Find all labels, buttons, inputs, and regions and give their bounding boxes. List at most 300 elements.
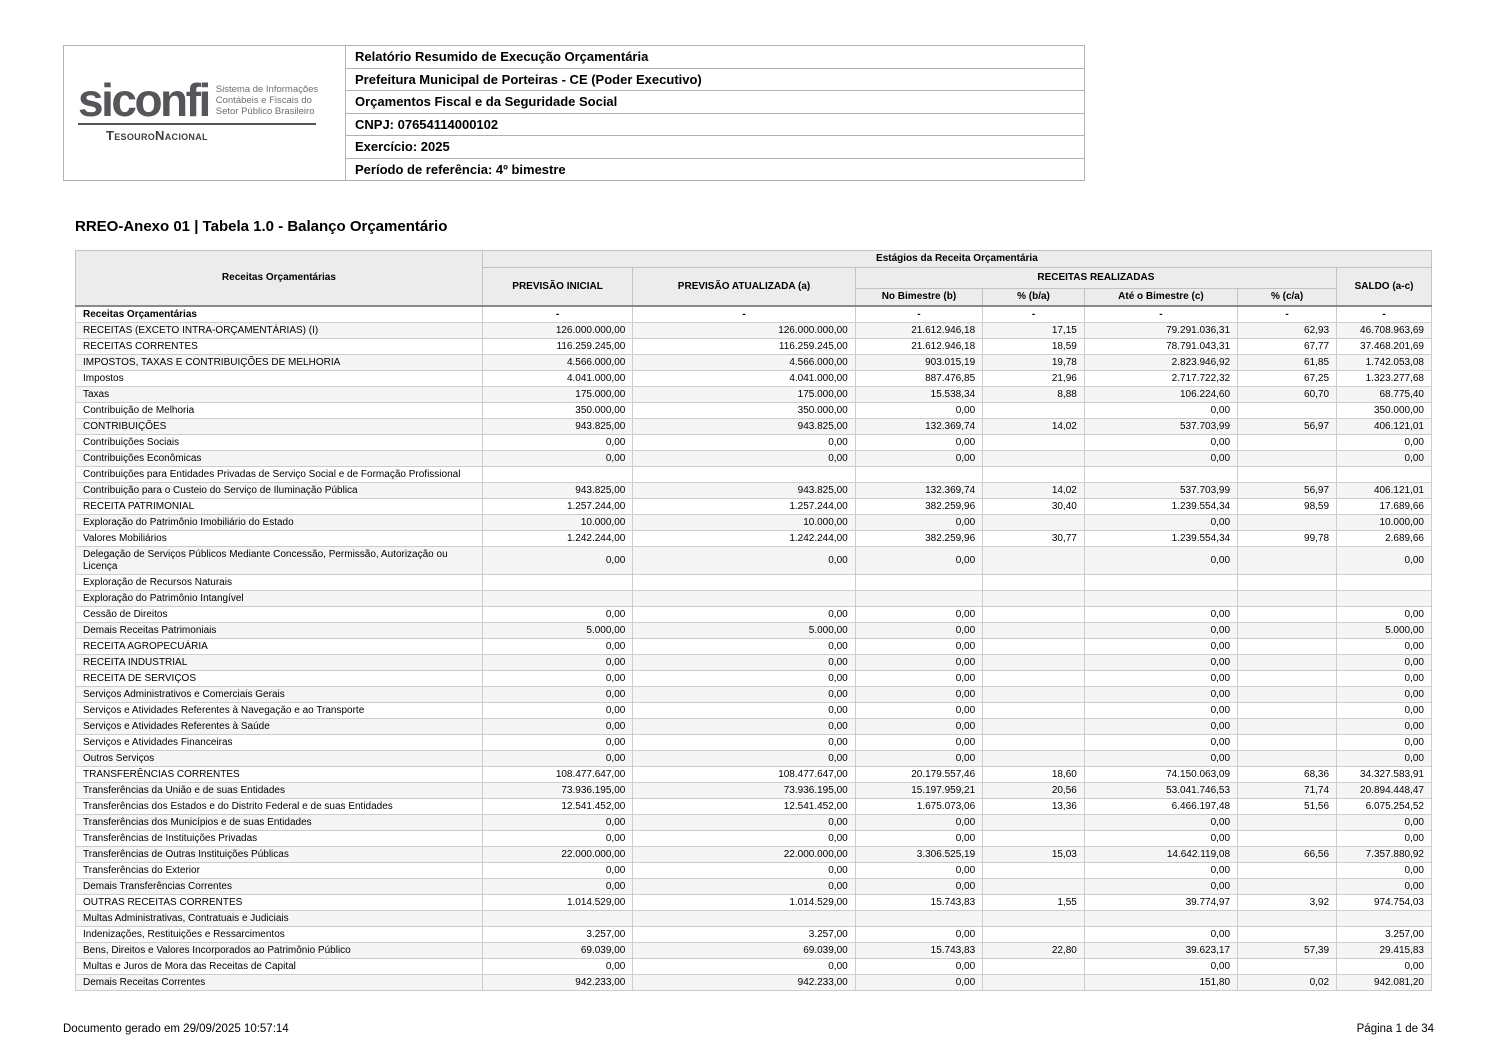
page-footer [63,1023,1434,1035]
value-cell: 0,00 [855,639,982,655]
value-cell [983,879,1085,895]
value-cell: 51,56 [1238,799,1337,815]
col-header-saldo: SALDO (a-c) [1337,268,1432,307]
value-cell: 3.257,00 [1337,927,1432,943]
value-cell: 68.775,40 [1337,387,1432,403]
value-cell: 0,00 [855,719,982,735]
value-cell: 67,77 [1238,339,1337,355]
value-cell: 0,00 [855,451,982,467]
value-cell [1084,467,1237,483]
value-cell: 0,00 [855,547,982,575]
siconfi-wordmark: siconfi [78,73,209,126]
tagline-line-1: Sistema de Informações [215,83,319,95]
row-label: Demais Transferências Correntes [76,879,483,895]
report-info [346,46,1084,180]
value-cell: 73.936.195,00 [482,783,633,799]
value-cell: 175.000,00 [633,387,855,403]
value-cell: 4.041.000,00 [633,371,855,387]
row-label: RECEITA AGROPECUÁRIA [76,639,483,655]
tagline-line-3: Setor Público Brasileiro [215,106,315,118]
value-cell: 537.703,99 [1084,483,1237,499]
table-row [76,719,1432,735]
value-cell: 126.000.000,00 [482,323,633,339]
value-cell: 2.689,66 [1337,531,1432,547]
value-cell: 0,00 [1337,863,1432,879]
table-row [76,767,1432,783]
value-cell: 74.150.063,09 [1084,767,1237,783]
value-cell: 406.121,01 [1337,419,1432,435]
value-cell: 0,00 [1337,959,1432,975]
value-cell: 71,74 [1238,783,1337,799]
value-cell: 46.708.963,69 [1337,323,1432,339]
value-cell [1238,927,1337,943]
value-cell: 56,97 [1238,419,1337,435]
value-cell: 3.306.525,19 [855,847,982,863]
value-cell [633,591,855,607]
col-header-pct-ba: % (b/a) [983,289,1085,307]
table-row [76,403,1432,419]
value-cell [1084,911,1237,927]
value-cell [983,927,1085,943]
value-cell: 21,96 [983,371,1085,387]
row-label: RECEITA INDUSTRIAL [76,655,483,671]
value-cell: 0,00 [482,607,633,623]
value-cell: 0,00 [855,927,982,943]
value-cell: 0,00 [1084,515,1237,531]
value-cell: 0,00 [633,719,855,735]
value-cell: 0,00 [633,671,855,687]
value-cell: 350.000,00 [1337,403,1432,419]
value-cell: 14,02 [983,483,1085,499]
value-cell: 0,00 [633,863,855,879]
table-row [76,607,1432,623]
value-cell: 0,00 [482,451,633,467]
row-label: Valores Mobiliários [76,531,483,547]
value-cell: 0,00 [1084,671,1237,687]
col-header-receitas-orcamentarias: Receitas Orçamentárias [76,251,483,307]
row-label: IMPOSTOS, TAXAS E CONTRIBUIÇÕES DE MELHORIA [76,355,483,371]
value-cell: 0,00 [855,671,982,687]
value-cell [482,911,633,927]
value-cell: 4.041.000,00 [482,371,633,387]
value-cell: 0,00 [855,751,982,767]
value-cell: 350.000,00 [482,403,633,419]
value-cell: 17,15 [983,323,1085,339]
value-cell [482,575,633,591]
value-cell: 0,00 [633,751,855,767]
value-cell [1238,607,1337,623]
value-cell: 6.466.197,48 [1084,799,1237,815]
value-cell: 942.081,20 [1337,975,1432,991]
value-cell: 39.623,17 [1084,943,1237,959]
value-cell: 943.825,00 [633,419,855,435]
value-cell [983,719,1085,735]
table-row [76,863,1432,879]
value-cell: 22.000.000,00 [633,847,855,863]
row-label: Serviços e Atividades Referentes à Navegação e ao Transporte [76,703,483,719]
row-label: OUTRAS RECEITAS CORRENTES [76,895,483,911]
table-row [76,943,1432,959]
value-cell: 0,00 [482,831,633,847]
value-cell [983,959,1085,975]
value-cell: 0,00 [855,515,982,531]
table-row [76,371,1432,387]
row-label: TRANSFERÊNCIAS CORRENTES [76,767,483,783]
value-cell: 132.369,74 [855,483,982,499]
report-header [63,45,1085,181]
value-cell: 15,03 [983,847,1085,863]
value-cell: 0,00 [482,655,633,671]
value-cell: 0,00 [482,703,633,719]
value-cell: 943.825,00 [633,483,855,499]
value-cell: 37.468.201,69 [1337,339,1432,355]
value-cell: 0,00 [1084,815,1237,831]
value-cell [983,815,1085,831]
value-cell [1238,591,1337,607]
table-row [76,387,1432,403]
value-cell: 942.233,00 [482,975,633,991]
value-cell: 0,00 [633,451,855,467]
value-cell [633,467,855,483]
value-cell: 2.717.722,32 [1084,371,1237,387]
value-cell: 0,00 [855,655,982,671]
value-cell: 15.538,34 [855,387,982,403]
row-label: Multas Administrativas, Contratuais e Judiciais [76,911,483,927]
value-cell [1238,831,1337,847]
value-cell [855,467,982,483]
value-cell: 0,00 [1084,639,1237,655]
value-cell: 1,55 [983,895,1085,911]
value-cell: 0,00 [1084,687,1237,703]
row-label: RECEITA DE SERVIÇOS [76,671,483,687]
value-cell: 108.477.647,00 [482,767,633,783]
table-row [76,735,1432,751]
value-cell: 0,00 [482,735,633,751]
value-cell: 0,00 [1084,607,1237,623]
value-cell: 17.689,66 [1337,499,1432,515]
value-cell: 3,92 [1238,895,1337,911]
value-cell: 56,97 [1238,483,1337,499]
table-row [76,499,1432,515]
row-label: Receitas Orçamentárias [76,306,483,323]
value-cell: 0,00 [1084,751,1237,767]
table-row [76,783,1432,799]
value-cell [983,671,1085,687]
value-cell: 1.239.554,34 [1084,499,1237,515]
value-cell: 0,00 [1084,959,1237,975]
value-cell: 0,00 [482,879,633,895]
table-row [76,975,1432,991]
row-label: Exploração de Recursos Naturais [76,575,483,591]
value-cell: 21.612.946,18 [855,323,982,339]
value-cell: 60,70 [1238,387,1337,403]
value-cell: 0,00 [855,435,982,451]
row-label: Demais Receitas Patrimoniais [76,623,483,639]
value-cell: 0,00 [633,815,855,831]
value-cell: 0,00 [633,703,855,719]
value-cell: 942.233,00 [633,975,855,991]
value-cell: - [633,306,855,323]
value-cell: 537.703,99 [1084,419,1237,435]
table-row [76,655,1432,671]
value-cell: 0,00 [855,815,982,831]
row-label: Serviços e Atividades Financeiras [76,735,483,751]
row-label: Transferências do Exterior [76,863,483,879]
value-cell: 1.742.053,08 [1337,355,1432,371]
table-header [76,251,1432,307]
table-row [76,355,1432,371]
value-cell: 0,00 [855,703,982,719]
row-label: Contribuição para o Custeio do Serviço de Iluminação Pública [76,483,483,499]
value-cell: 1.675.073,06 [855,799,982,815]
value-cell: - [855,306,982,323]
row-label: Contribuições Econômicas [76,451,483,467]
value-cell: 0,00 [1084,927,1237,943]
value-cell: 20,56 [983,783,1085,799]
value-cell [1238,639,1337,655]
report-scope: Orçamentos Fiscal e da Seguridade Social [346,91,1084,114]
value-cell [983,467,1085,483]
table-body [76,306,1432,991]
value-cell: 0,00 [482,547,633,575]
value-cell: 69.039,00 [633,943,855,959]
value-cell: 0,00 [855,623,982,639]
value-cell [1238,751,1337,767]
table-row [76,591,1432,607]
value-cell: 10.000,00 [633,515,855,531]
value-cell: 0,00 [1084,435,1237,451]
value-cell [1238,959,1337,975]
value-cell: 0,00 [633,435,855,451]
value-cell: 0,00 [1337,607,1432,623]
value-cell: 15.743,83 [855,943,982,959]
value-cell [1238,815,1337,831]
row-label: RECEITAS CORRENTES [76,339,483,355]
value-cell: 0,00 [855,831,982,847]
row-label: Delegação de Serviços Públicos Mediante Concessão, Permissão, Autorização ou Licença [76,547,483,575]
value-cell: 3.257,00 [633,927,855,943]
value-cell: 62,93 [1238,323,1337,339]
value-cell [1238,547,1337,575]
row-label: Multas e Juros de Mora das Receitas de Capital [76,959,483,975]
row-label: Transferências da União e de suas Entidades [76,783,483,799]
row-label: Transferências dos Municípios e de suas Entidades [76,815,483,831]
value-cell [983,751,1085,767]
value-cell: 0,00 [1084,863,1237,879]
value-cell [983,975,1085,991]
value-cell: 116.259.245,00 [633,339,855,355]
value-cell [855,911,982,927]
value-cell: 69.039,00 [482,943,633,959]
value-cell: 79.291.036,31 [1084,323,1237,339]
value-cell [855,575,982,591]
value-cell: 2.823.946,92 [1084,355,1237,371]
page-number: Página 1 de 34 [1356,1023,1434,1035]
value-cell: 4.566.000,00 [633,355,855,371]
value-cell: 5.000,00 [482,623,633,639]
value-cell: 0,00 [1337,751,1432,767]
table-row [76,575,1432,591]
value-cell: 61,85 [1238,355,1337,371]
value-cell: 106.224,60 [1084,387,1237,403]
value-cell: 67,25 [1238,371,1337,387]
value-cell: 0,00 [633,655,855,671]
report-entity: Prefeitura Municipal de Porteiras - CE (Poder Executivo) [346,69,1084,92]
table-row [76,895,1432,911]
table-row [76,815,1432,831]
col-group-estagios: Estágios da Receita Orçamentária [482,251,1431,268]
value-cell: 943.825,00 [482,419,633,435]
section-title: RREO-Anexo 01 | Tabela 1.0 - Balanço Orçamentário [75,218,448,235]
value-cell: 22,80 [983,943,1085,959]
table-row [76,435,1432,451]
value-cell [983,703,1085,719]
value-cell: 0,00 [1337,703,1432,719]
value-cell: 350.000,00 [633,403,855,419]
value-cell: 0,00 [1337,879,1432,895]
value-cell: 0,00 [482,639,633,655]
table-row [76,927,1432,943]
value-cell: 0,00 [482,751,633,767]
value-cell: 13,36 [983,799,1085,815]
table-row [76,703,1432,719]
value-cell: 15.743,83 [855,895,982,911]
value-cell: 1.257.244,00 [482,499,633,515]
table-row [76,959,1432,975]
value-cell [1238,719,1337,735]
value-cell [1238,863,1337,879]
value-cell [983,435,1085,451]
value-cell: 0,00 [482,687,633,703]
value-cell [482,467,633,483]
value-cell: 943.825,00 [482,483,633,499]
row-label: Contribuição de Melhoria [76,403,483,419]
table-row [76,515,1432,531]
value-cell [983,735,1085,751]
table-row [76,547,1432,575]
value-cell: 30,40 [983,499,1085,515]
value-cell: 19,78 [983,355,1085,371]
table-row [76,847,1432,863]
value-cell: 98,59 [1238,499,1337,515]
value-cell [983,607,1085,623]
table-row [76,531,1432,547]
value-cell [983,655,1085,671]
value-cell [633,911,855,927]
value-cell: 0,00 [1084,403,1237,419]
value-cell: 3.257,00 [482,927,633,943]
value-cell [1238,575,1337,591]
value-cell: 132.369,74 [855,419,982,435]
value-cell: 0,00 [1084,735,1237,751]
report-exercicio: Exercício: 2025 [346,136,1084,159]
value-cell: 18,59 [983,339,1085,355]
table-row [76,451,1432,467]
value-cell: 0,00 [855,735,982,751]
value-cell: 382.259,96 [855,531,982,547]
value-cell [1337,467,1432,483]
tesouro-nacional-wordmark: TesouroNacional [106,128,208,144]
value-cell: 0,00 [1337,671,1432,687]
value-cell: 18,60 [983,767,1085,783]
tesouro-nacional-logo [78,123,316,145]
value-cell [1238,623,1337,639]
table-row [76,339,1432,355]
value-cell: 0,00 [855,879,982,895]
value-cell [1337,591,1432,607]
value-cell: 8,88 [983,387,1085,403]
value-cell: 0,00 [482,959,633,975]
report-title: Relatório Resumido de Execução Orçamentária [346,46,1084,69]
row-label: CONTRIBUIÇÕES [76,419,483,435]
value-cell: 0,00 [855,863,982,879]
row-label: Exploração do Patrimônio Imobiliário do Estado [76,515,483,531]
col-header-previsao-inicial: PREVISÃO INICIAL [482,268,633,307]
report-periodo: Período de referência: 4º bimestre [355,161,566,177]
value-cell [482,591,633,607]
value-cell: 29.415,83 [1337,943,1432,959]
table-row [76,879,1432,895]
value-cell: 5.000,00 [1337,623,1432,639]
value-cell: 0,00 [1337,435,1432,451]
value-cell: 903.015,19 [855,355,982,371]
value-cell: 116.259.245,00 [482,339,633,355]
value-cell: 0,00 [1084,719,1237,735]
value-cell: 126.000.000,00 [633,323,855,339]
value-cell [1238,467,1337,483]
value-cell: 1.323.277,68 [1337,371,1432,387]
value-cell: 22.000.000,00 [482,847,633,863]
tagline-line-2: Contábeis e Fiscais do [215,94,312,106]
table-row [76,323,1432,339]
value-cell: 0,00 [482,815,633,831]
siconfi-logo [64,46,346,180]
row-label: Contribuições para Entidades Privadas de Serviço Social e de Formação Profissional [76,467,483,483]
row-label: Transferências de Instituições Privadas [76,831,483,847]
value-cell [1238,655,1337,671]
value-cell [1238,911,1337,927]
value-cell: 0,00 [855,403,982,419]
row-label: Indenizações, Restituições e Ressarcimentos [76,927,483,943]
row-label: RECEITA PATRIMONIAL [76,499,483,515]
value-cell: 57,39 [1238,943,1337,959]
value-cell [983,639,1085,655]
value-cell [983,623,1085,639]
col-group-receitas-realizadas: RECEITAS REALIZADAS [855,268,1336,289]
value-cell: - [1337,306,1432,323]
table-row [76,799,1432,815]
value-cell: 12.541.452,00 [482,799,633,815]
value-cell: 0,00 [855,975,982,991]
value-cell: 0,00 [1337,655,1432,671]
value-cell [983,687,1085,703]
value-cell: - [1084,306,1237,323]
value-cell [855,591,982,607]
value-cell: 382.259,96 [855,499,982,515]
value-cell [983,831,1085,847]
row-label: Exploração do Patrimônio Intangível [76,591,483,607]
value-cell: 20.894.448,47 [1337,783,1432,799]
table-row [76,419,1432,435]
value-cell [1238,403,1337,419]
value-cell: 0,00 [1337,687,1432,703]
value-cell [1337,911,1432,927]
value-cell [983,591,1085,607]
table-row [76,831,1432,847]
value-cell [1238,879,1337,895]
value-cell: 73.936.195,00 [633,783,855,799]
value-cell: 99,78 [1238,531,1337,547]
